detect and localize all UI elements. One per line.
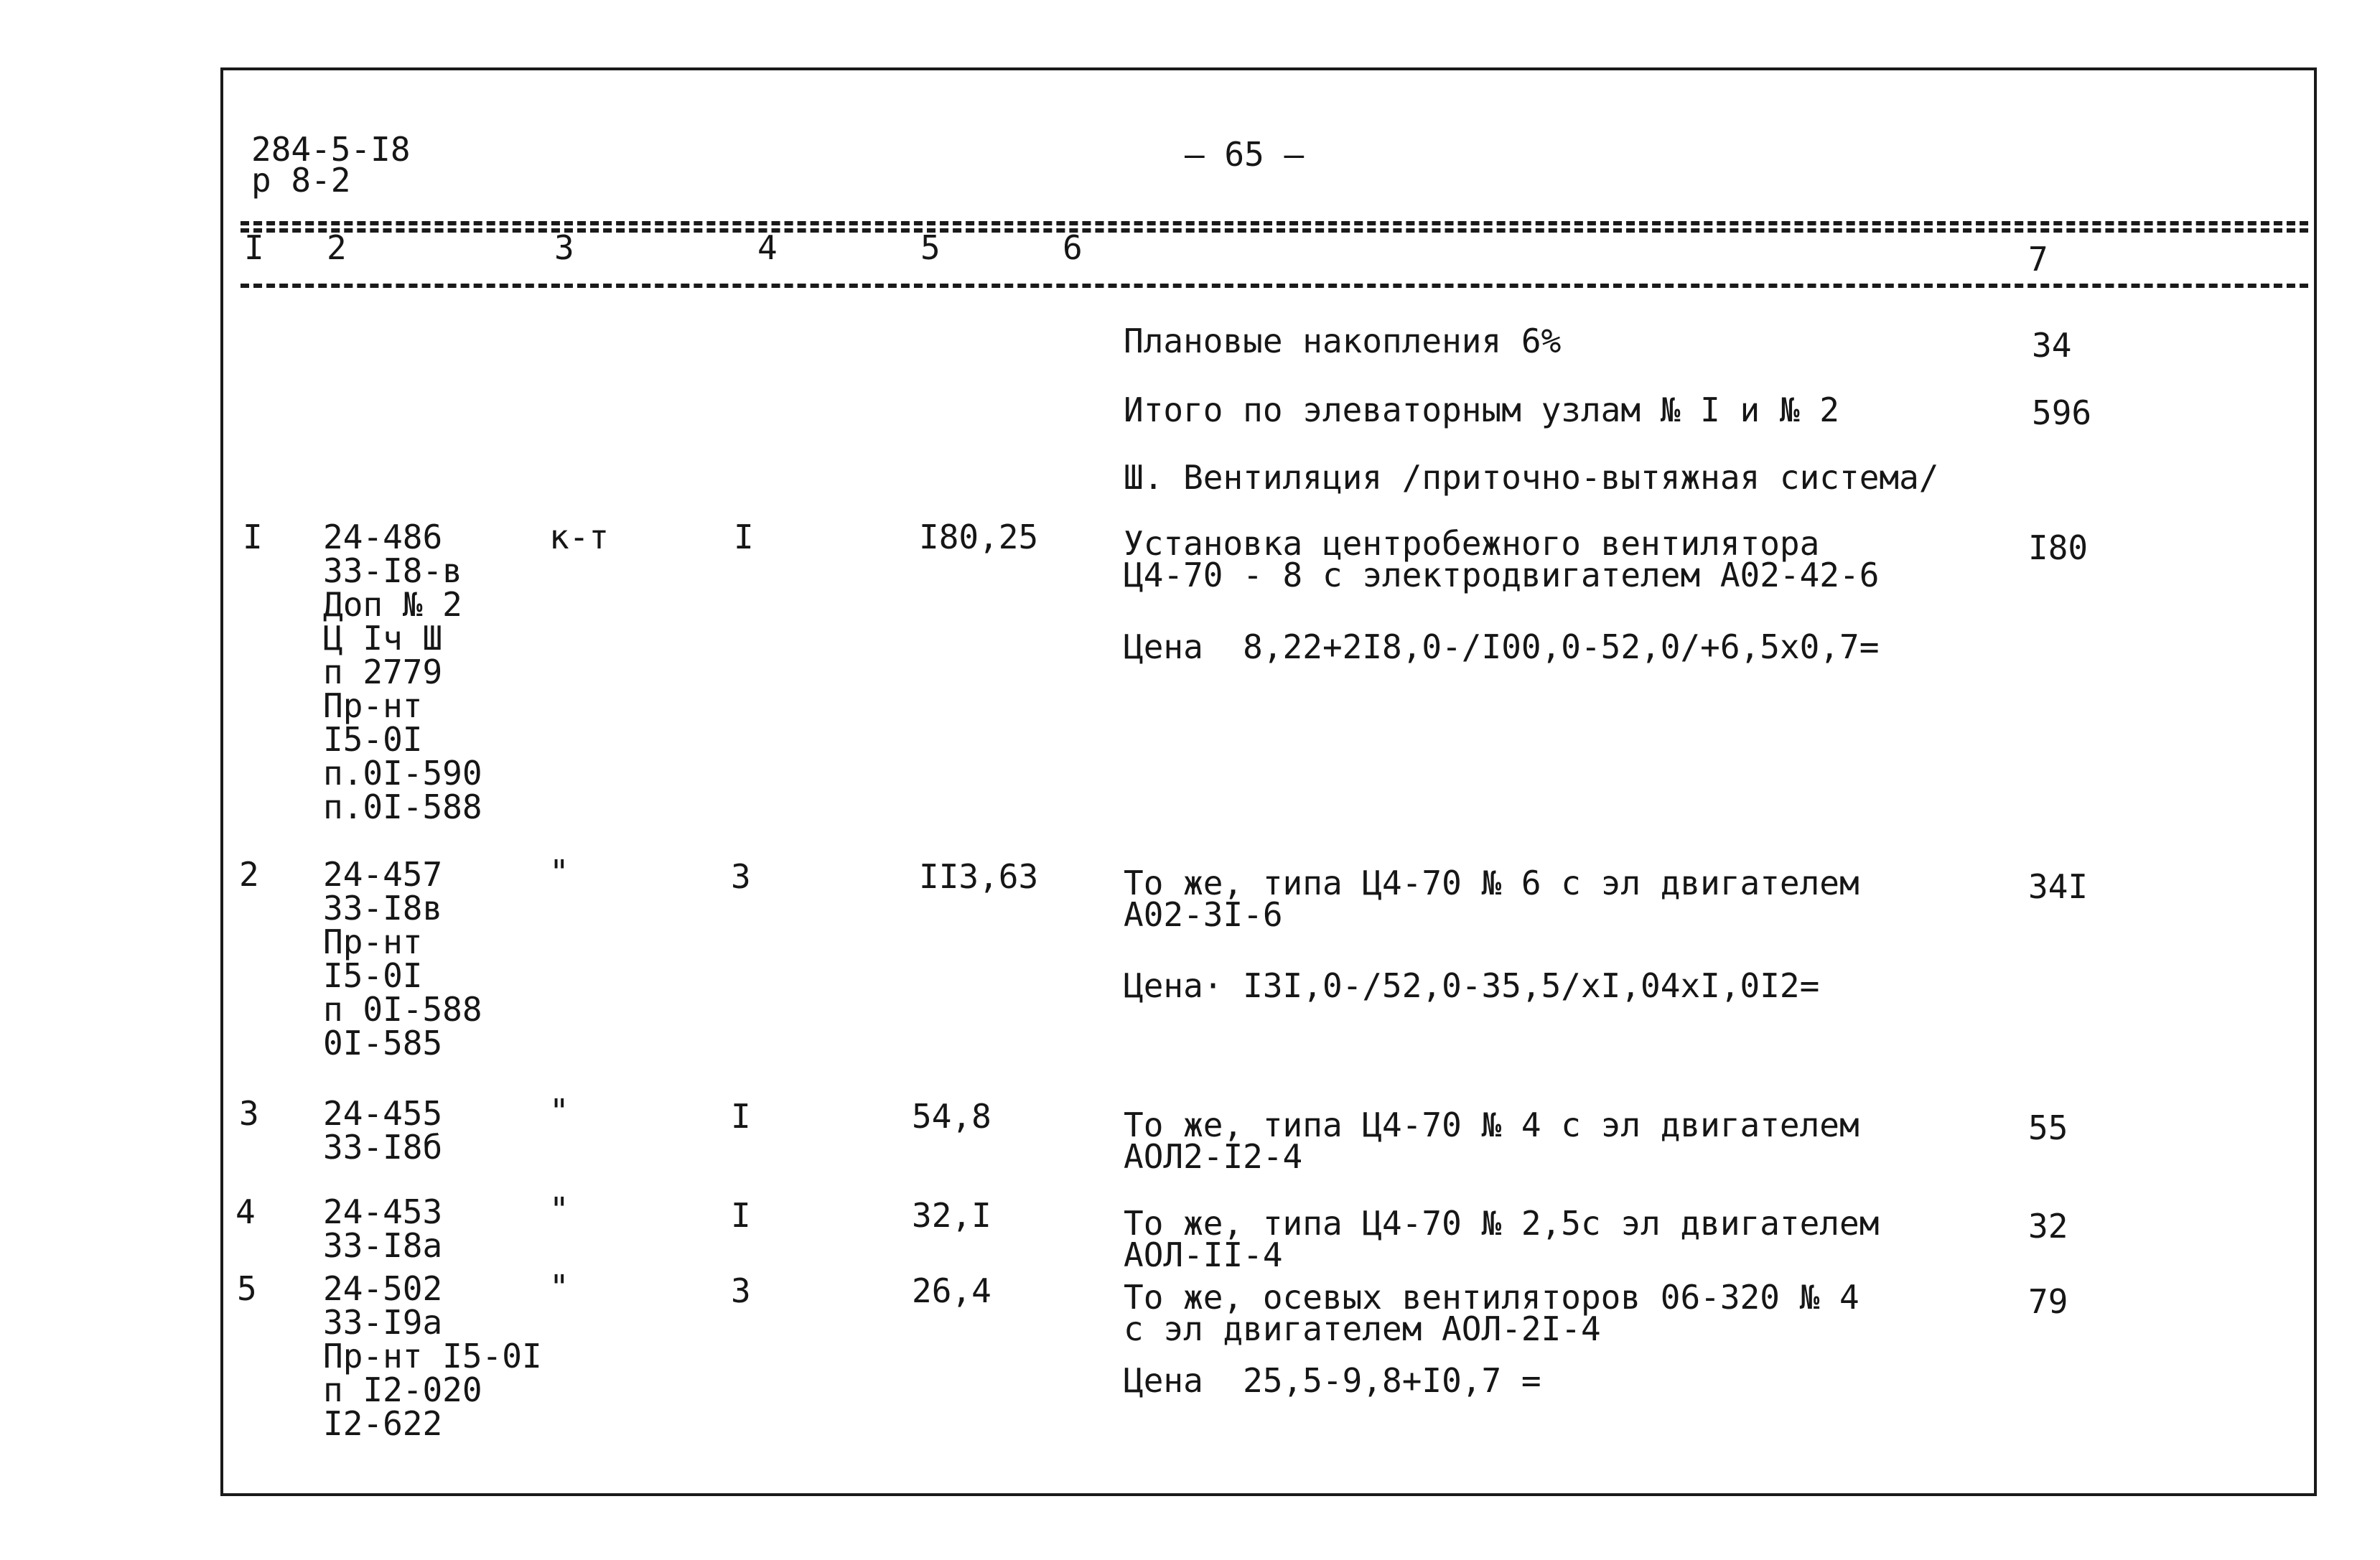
row-references <box>323 520 482 824</box>
row-unit: " <box>549 1190 569 1229</box>
row-description <box>1124 524 1880 594</box>
header-bottom-rule <box>241 284 2308 288</box>
description-line: АОЛ-II-4 <box>1124 1236 1283 1274</box>
description-line: Установка центробежного вентилятора <box>1124 524 1820 563</box>
column-header-4: 4 <box>757 228 778 267</box>
reference-line: 24-486 <box>323 518 443 556</box>
reference-line: 33-I8а <box>323 1226 443 1265</box>
reference-line: Ц Iч Ш <box>323 619 443 658</box>
row-unit-price: II3,63 <box>919 857 1039 896</box>
total-label: Итого по элеваторным узлам № I и № 2 <box>1124 391 1839 429</box>
description-line: То же, осевых вентиляторов 06-320 № 4 <box>1124 1278 1859 1317</box>
reference-line: Доп № 2 <box>323 585 462 624</box>
page-number: — 65 — <box>1185 135 1305 174</box>
reference-line: I5-0I <box>323 956 423 995</box>
reference-line: 24-457 <box>323 855 443 894</box>
reference-line: п 2779 <box>323 653 443 691</box>
description-line: То же, типа Ц4-70 № 6 с эл двигателем <box>1124 864 1859 902</box>
reference-line: 0I-585 <box>323 1024 443 1062</box>
row-description <box>1124 864 1859 934</box>
row-unit-price: 54,8 <box>912 1097 991 1136</box>
planned-savings-value: 34 <box>2032 326 2072 365</box>
row-unit: " <box>549 1092 569 1131</box>
section-heading: Ш. Вентиляция /приточно-вытяжная система/ <box>1124 458 1939 497</box>
column-header-5: 5 <box>920 228 941 267</box>
reference-line: 33-I9а <box>323 1303 443 1342</box>
reference-line: 24-502 <box>323 1269 443 1308</box>
reference-line: I2-622 <box>323 1404 443 1443</box>
row-unit-price: 32,I <box>912 1196 991 1235</box>
row-quantity: 3 <box>731 857 751 896</box>
reference-line: п 0I-588 <box>323 990 482 1029</box>
row-total: 34I <box>2028 867 2089 906</box>
row-number: 3 <box>239 1094 259 1133</box>
row-references <box>323 855 482 1062</box>
row-quantity: I <box>731 1196 751 1235</box>
description-line: То же, типа Ц4-70 № 2,5с эл двигателем <box>1124 1204 1880 1243</box>
column-header-2: 2 <box>327 228 347 267</box>
description-line: с эл двигателем АОЛ-2I-4 <box>1124 1309 1601 1348</box>
reference-line: Пр-нт <box>323 923 423 961</box>
total-value: 596 <box>2032 393 2092 432</box>
row-quantity: I <box>731 1097 751 1136</box>
row-number: 2 <box>239 855 259 894</box>
row-total: 79 <box>2028 1282 2068 1321</box>
row-number: 5 <box>237 1269 257 1308</box>
row-references <box>323 1192 443 1265</box>
reference-line: п I2-020 <box>323 1370 482 1409</box>
row-description <box>1124 1106 1859 1176</box>
row-price-calculation: Цена 25,5-9,8+I0,7 = <box>1124 1361 1541 1400</box>
header-mid-rule <box>241 228 2308 233</box>
row-total: 55 <box>2028 1108 2068 1147</box>
document-subcode: р 8-2 <box>251 161 351 200</box>
column-header-1: I <box>244 228 264 267</box>
header-top-rule <box>241 221 2308 225</box>
column-header-3: 3 <box>554 228 574 267</box>
description-line: АОЛ2-I2-4 <box>1124 1137 1303 1176</box>
row-unit: " <box>549 853 569 892</box>
reference-line: 33-I8в <box>323 889 443 928</box>
document-code: 284-5-I8 <box>251 130 411 169</box>
row-description <box>1124 1204 1880 1274</box>
planned-savings-label: Плановые накопления 6% <box>1124 322 1562 360</box>
column-header-7: 7 <box>2028 240 2048 279</box>
reference-line: 24-455 <box>323 1094 443 1133</box>
description-line: Ц4-70 - 8 с электродвигателем А02-42-6 <box>1124 556 1880 594</box>
row-price-calculation: Цена 8,22+2I8,0-/I00,0-52,0/+6,5х0,7= <box>1124 627 1880 666</box>
description-line: То же, типа Ц4-70 № 4 с эл двигателем <box>1124 1106 1859 1144</box>
row-total: I80 <box>2028 528 2089 567</box>
reference-line: Пр-нт <box>323 686 423 725</box>
reference-line: I5-0I <box>323 720 423 759</box>
row-unit: " <box>549 1268 569 1307</box>
row-quantity: I <box>734 518 754 556</box>
row-unit-price: 26,4 <box>912 1271 991 1310</box>
row-description <box>1124 1278 1859 1348</box>
reference-line: 33-I8б <box>323 1128 443 1167</box>
row-unit-price: I80,25 <box>919 518 1039 556</box>
row-total: 32 <box>2028 1207 2068 1246</box>
row-price-calculation: Цена· I3I,0-/52,0-35,5/хI,04хI,0I2= <box>1124 966 1820 1005</box>
reference-line: п.0I-588 <box>323 788 482 826</box>
column-header-6: 6 <box>1063 228 1083 267</box>
description-line: А02-3I-6 <box>1124 895 1283 934</box>
row-unit: к-т <box>549 518 610 556</box>
row-references <box>323 1269 542 1443</box>
row-number: 4 <box>235 1192 256 1231</box>
reference-line: Пр-нт I5-0I <box>323 1337 542 1375</box>
row-quantity: 3 <box>731 1271 751 1310</box>
reference-line: 24-453 <box>323 1192 443 1231</box>
row-number: I <box>243 518 263 556</box>
reference-line: 33-I8-в <box>323 551 462 590</box>
row-references <box>323 1094 443 1167</box>
reference-line: п.0I-590 <box>323 754 482 793</box>
